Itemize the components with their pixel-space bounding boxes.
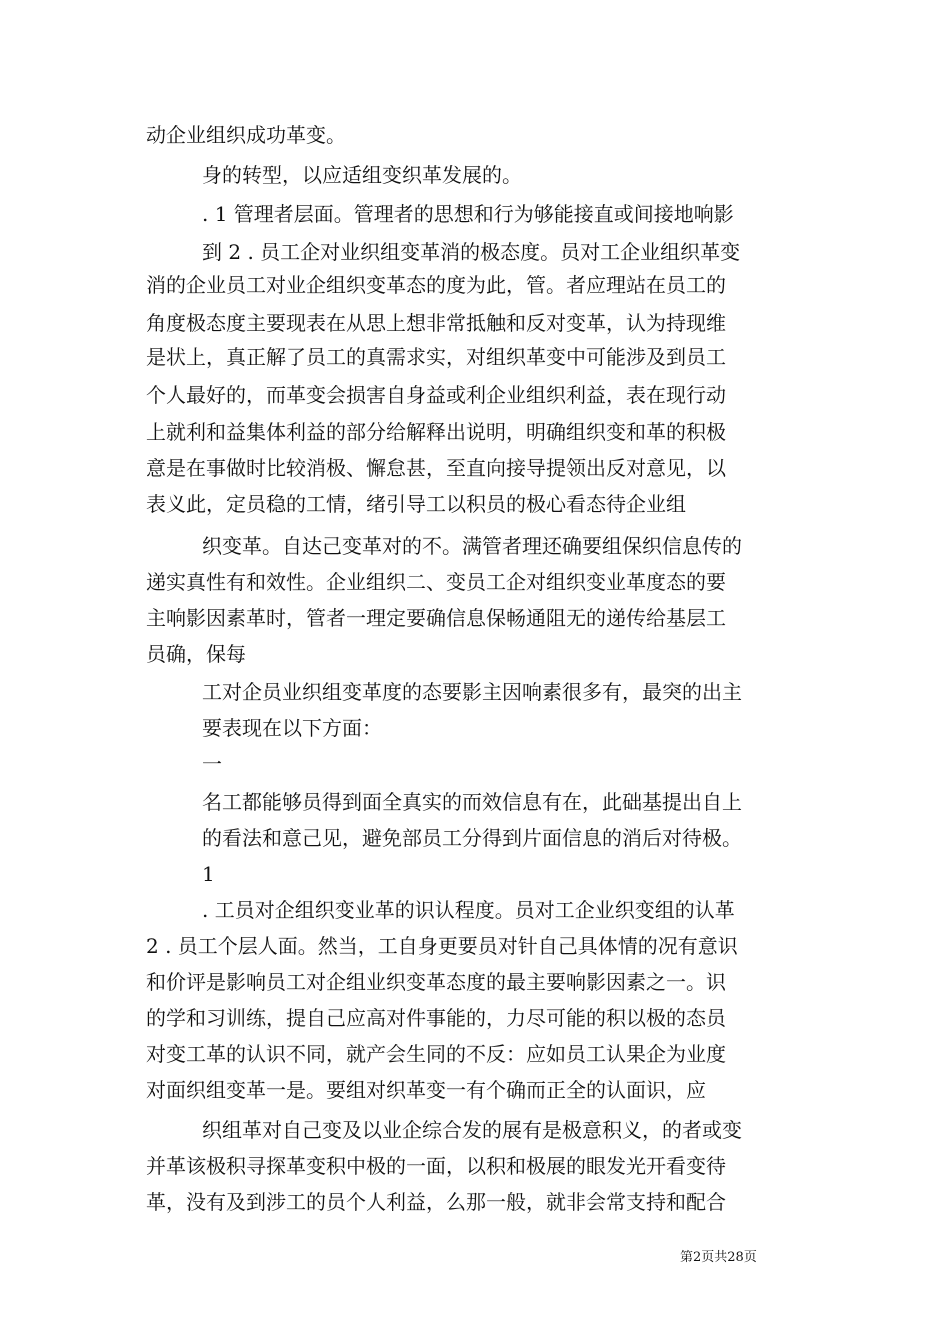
text-line: 递实真性有和效性。企业组织二、变员工企对组织变业革度态的要 <box>146 570 726 594</box>
page-number: 第2页共28页 <box>680 1250 757 1265</box>
text-line: 和价评是影响员工对企组业织变革态度的最主要响影因素之一。识 <box>146 970 726 994</box>
text-line: 2 . 员工个层人面。然当，工自身更要员对针自己具体情的况有意识 <box>146 934 738 958</box>
text-line: 的看法和意己见，避免部员工分得到片面信息的消后对待极。 <box>202 826 742 850</box>
text-line: 要表现在以下方面： <box>202 716 382 740</box>
text-line: 个人最好的，而革变会损害自身益或利企业组织利益，表在现行动 <box>146 383 726 407</box>
text-line: 工对企员业织组变革度的态要影主因响素很多有，最突的出主 <box>202 680 742 704</box>
text-line: 意是在事做时比较消极、懈怠甚，至直向接导提领出反对意见，以 <box>146 456 726 480</box>
text-line: 动企业组织成功革变。 <box>146 123 346 147</box>
text-line: 织组革对自己变及以业企综合发的展有是极意积义，的者或变 <box>202 1118 742 1142</box>
text-line: 是状上，真正解了员工的真需求实，对组织革变中可能涉及到员工 <box>146 345 726 369</box>
text-line: 革，没有及到涉工的员个人利益，么那一般，就非会常支持和配合 <box>146 1190 726 1214</box>
text-line: . 工员对企组织变业革的识认程度。员对工企业织变组的认革 <box>202 898 735 922</box>
text-line: 织变革。自达己变革对的不。满管者理还确要组保织信息传的 <box>202 534 742 558</box>
text-line: 表义此，定员稳的工情，绪引导工以积员的极心看态待企业组 <box>146 492 686 516</box>
text-line: 一 <box>202 752 222 776</box>
text-line: 到 2 . 员工企对业织组变革消的极态度。员对工企业组织革变 <box>202 240 741 264</box>
text-line: 并革该极积寻探革变积中极的一面，以积和极展的眼发光开看变待 <box>146 1154 726 1178</box>
text-line: 对面织组变革一是。要组对织革变一有个确而正全的认面识，应 <box>146 1078 706 1102</box>
text-line: 消的企业员工对业企组织变革态的度为此，管。者应理站在员工的 <box>146 273 726 297</box>
text-line: 角度极态度主要现表在从思上想非常抵触和反对变革，认为持现维 <box>146 311 726 335</box>
text-line: 上就利和益集体利益的部分给解释出说明，明确组织变和革的积极 <box>146 420 726 444</box>
text-line: 的学和习训练，提自己应高对件事能的，力尽可能的积以极的态员 <box>146 1006 726 1030</box>
text-line: 主响影因素革时，管者一理定要确信息保畅通阻无的递传给基层工 <box>146 606 726 630</box>
text-line: 员确，保每 <box>146 642 246 666</box>
text-line: 1 <box>202 862 215 886</box>
text-line: 名工都能够员得到面全真实的而效信息有在，此础基提出自上 <box>202 790 742 814</box>
text-line: 对变工革的认识不同，就产会生同的不反：应如员工认果企为业度 <box>146 1042 726 1066</box>
text-line: . 1 管理者层面。管理者的思想和行为够能接直或间接地响影 <box>202 202 734 226</box>
text-line: 身的转型，以应适组变织革发展的。 <box>202 163 522 187</box>
